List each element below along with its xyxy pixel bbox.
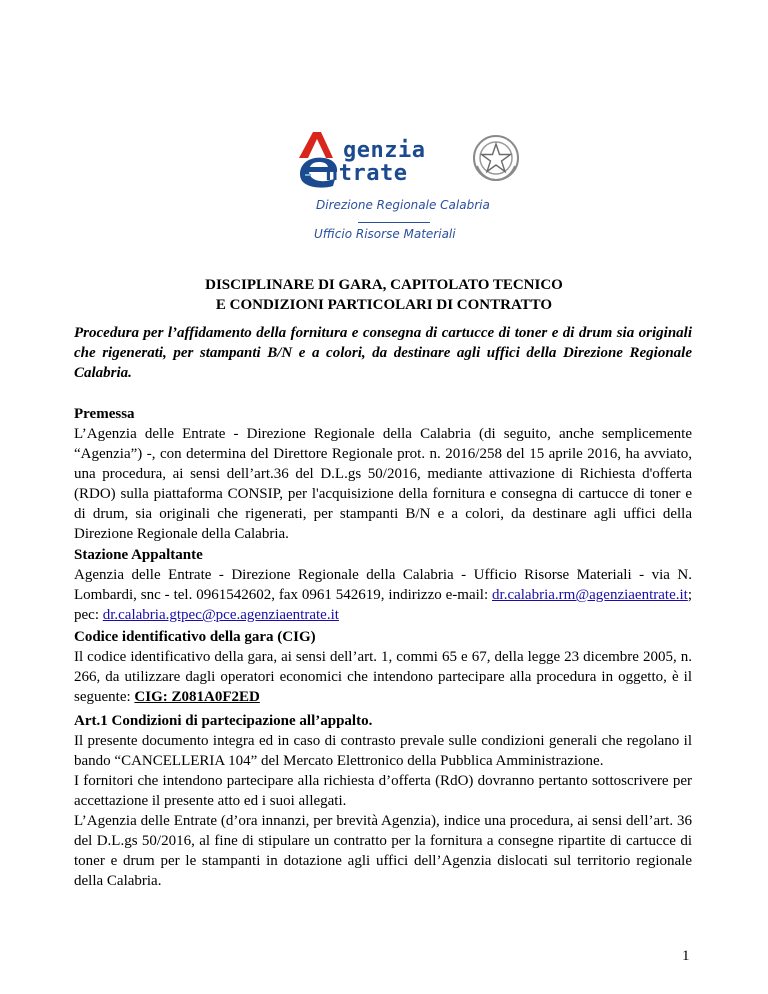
art1-paragraph-3: L’Agenzia delle Entrate (d’ora innanzi, per brevità Agenzia), indice una procedura, ai sensi dell’art. 36 del D.L.gs 50/2016, al fine di stipulare un contratto per la fornitura a consegne ripartite di cartucce di toner e drum per le stampanti in dotazione agli uffici dell’Agenzia dislocati sul territorio regionale della Calabria. bbox=[74, 813, 692, 889]
art1-paragraph-2: I fornitori che intendono partecipare alla richiesta d’offerta (RdO) dovranno pertanto sottoscrivere per accettazione il presente atto ed i suoi allegati. bbox=[74, 773, 692, 809]
cig-description: Il codice identificativo della gara, ai sensi dell’art. 1, commi 65 e 67, della legge 23 dicembre 2005, n. 266, da utilizzare dagli operatori economici che intendono partecipare alla procedura in oggetto, è il seguente: bbox=[74, 649, 692, 705]
premessa-heading: Premessa bbox=[74, 406, 135, 422]
section-art1 bbox=[74, 711, 692, 891]
document-title bbox=[100, 275, 668, 315]
premessa-text: L’Agenzia delle Entrate - Direzione Regionale della Calabria (di seguito, anche semplicemente “Agenzia”) -, con determina del Direttore Regionale prot. n. 2016/258 del 15 aprile 2016, ha avviato, una procedura, ai sensi dell’art.36 del D.L.gs 50/2016, mediante attivazione di Richiesta d'offerta (RDO) sulla piattaforma CONSIP, per l'acquisizione della fornitura e consegna di cartucce di toner e di drum, sia originali che rigenerati, per stampanti B/N e a colori, da destinare agli uffici della Direzione Regionale della Calabria. bbox=[74, 426, 692, 542]
logo-text-ntrate: ntrate bbox=[325, 161, 408, 186]
art1-paragraph-1: Il presente documento integra ed in caso di contrasto prevale sulle condizioni generali che regolano il bando “CANCELLERIA 104” del Mercato Elettronico della Pubblica Amministrazione. bbox=[74, 733, 692, 769]
header-direzione: Direzione Regionale Calabria bbox=[316, 198, 490, 212]
cig-text bbox=[74, 647, 692, 707]
cig-code: CIG: Z081A0F2ED bbox=[134, 689, 260, 705]
page-number: 1 bbox=[682, 948, 690, 964]
pec-label: ; pec: bbox=[74, 587, 692, 623]
header-ufficio: Ufficio Risorse Materiali bbox=[314, 227, 456, 241]
art1-heading: Art.1 Condizioni di partecipazione all’appalto. bbox=[74, 713, 373, 729]
italian-republic-emblem-icon bbox=[471, 132, 521, 184]
logo-text-genzia: genzia bbox=[343, 138, 426, 163]
section-premessa bbox=[74, 404, 692, 544]
pec-link[interactable]: dr.calabria.gtpec@pce.agenziaentrate.it bbox=[102, 607, 339, 623]
stazione-text bbox=[74, 565, 692, 625]
header-separator bbox=[358, 222, 430, 223]
cig-heading: Codice identificativo della gara (CIG) bbox=[74, 629, 316, 645]
section-cig bbox=[74, 627, 692, 707]
stazione-heading: Stazione Appaltante bbox=[74, 547, 203, 563]
email-link[interactable]: dr.calabria.rm@agenziaentrate.it bbox=[492, 587, 688, 603]
title-line-1: DISCIPLINARE DI GARA, CAPITOLATO TECNICO bbox=[205, 277, 563, 293]
title-line-2: E CONDIZIONI PARTICOLARI DI CONTRATTO bbox=[215, 297, 553, 313]
procedure-statement: Procedura per l’affidamento della fornitura e consegna di cartucce di toner e di drum sia originali che rigenerati, per stampanti B/N e a colori, da destinare agli uffici della Direzione Regionale Calabria. bbox=[74, 325, 692, 381]
section-stazione-appaltante bbox=[74, 545, 692, 625]
stazione-address: Agenzia delle Entrate - Direzione Regionale della Calabria - Ufficio Risorse Materiali - via N. Lombardi, snc - tel. 0961542602, fax 0961 542619, indirizzo e-mail: bbox=[74, 567, 692, 603]
agenzia-entrate-logo bbox=[295, 128, 525, 193]
